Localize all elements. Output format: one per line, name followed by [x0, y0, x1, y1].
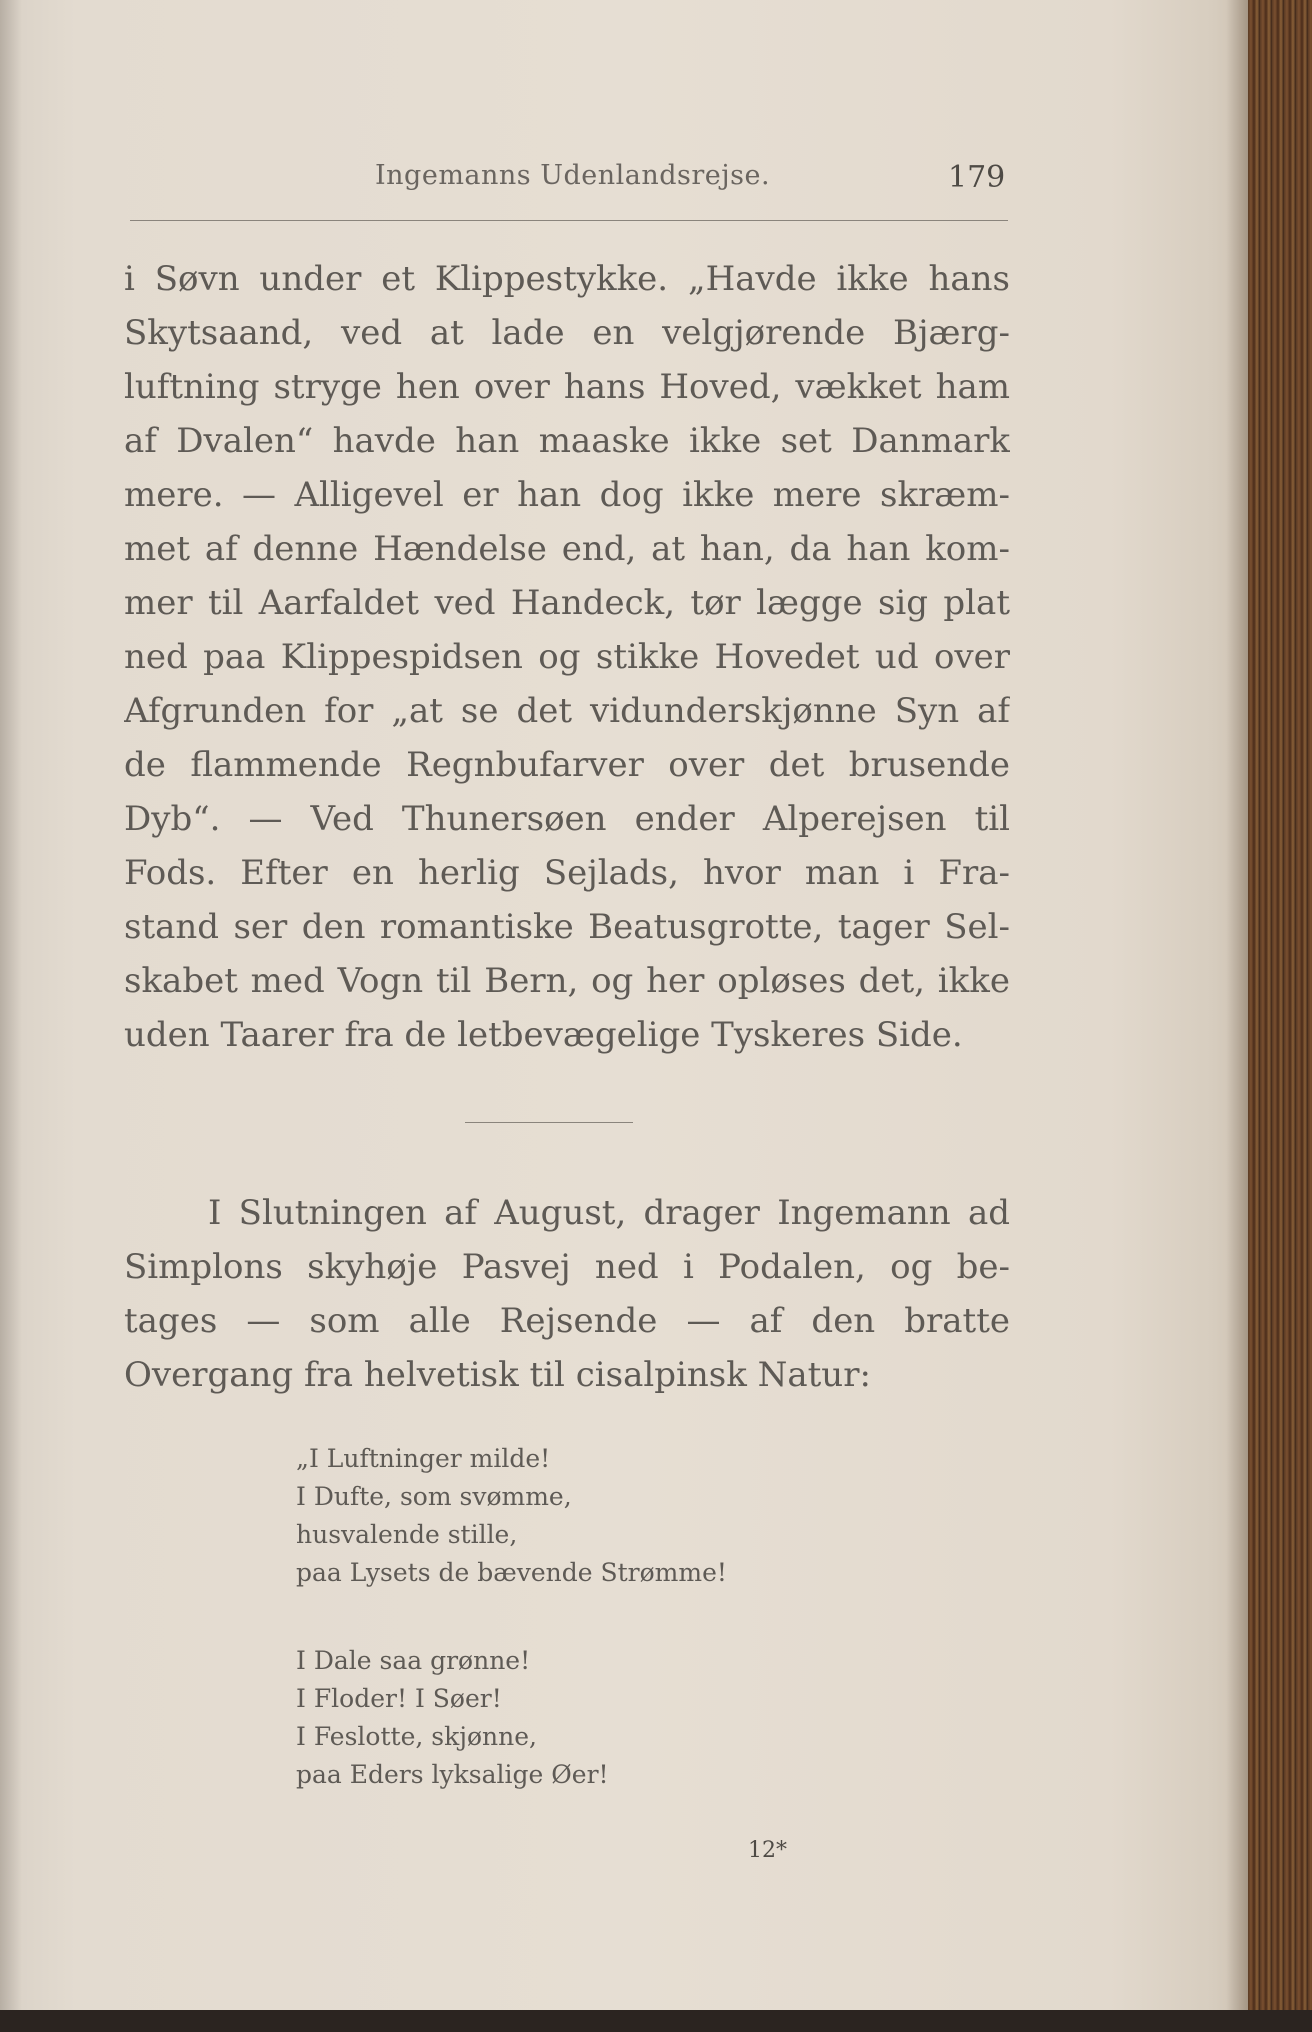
text-line: I Slutningen af August, drager Ingemann ad — [208, 1193, 1010, 1233]
poem-line: I Dufte, som svømme, — [296, 1482, 572, 1511]
text-line: luftning stryge hen over hans Hoved, vækket ham — [124, 367, 1010, 407]
text-line: ned paa Klippespidsen og stikke Hovedet ud over — [124, 637, 1010, 677]
paragraph-2 — [124, 1186, 1010, 1402]
text-line: tages — som alle Rejsende — af den bratte — [124, 1301, 1010, 1341]
text-line: Fods. Efter en herlig Sejlads, hvor man i Fra- — [124, 853, 1010, 893]
text-line: skabet med Vogn til Bern, og her opløses det, ikke — [124, 961, 1010, 1001]
text-line: mere. — Alligevel er han dog ikke mere skræm- — [124, 475, 1010, 515]
text-line: Overgang fra helvetisk til cisalpinsk Natur: — [124, 1355, 871, 1395]
paragraph-1 — [124, 252, 1010, 1062]
text-line: Simplons skyhøje Pasvej ned i Podalen, og be- — [124, 1247, 1010, 1287]
poem-line: I Dale saa grønne! — [296, 1646, 531, 1675]
text-line: Dyb“. — Ved Thunersøen ender Alperejsen til — [124, 799, 1010, 839]
poem-line: paa Eders lyksalige Øer! — [296, 1760, 609, 1789]
left-page-shadow — [0, 0, 22, 2010]
running-header — [130, 150, 1010, 210]
text-line: mer til Aarfaldet ved Handeck, tør lægge sig plat — [124, 583, 1010, 623]
text-line: Skytsaand, ved at lade en velgjørende Bjærg- — [124, 313, 1010, 353]
page-number: 179 — [948, 160, 1006, 195]
poem-line: I Feslotte, skjønne, — [296, 1722, 537, 1751]
text-line: stand ser den romantiske Beatusgrotte, tager Sel- — [124, 907, 1010, 947]
signature-mark: 12* — [748, 1838, 787, 1863]
text-line: met af denne Hændelse end, at han, da han kom- — [124, 529, 1010, 569]
section-divider — [465, 1122, 633, 1123]
bottom-scan-edge — [0, 2010, 1312, 2032]
text-line: Afgrunden for „at se det vidunderskjønne Syn af — [124, 691, 1010, 731]
book-page-edges — [1248, 0, 1312, 2032]
text-line: uden Taarer fra de letbevægelige Tyskeres Side. — [124, 1015, 963, 1055]
poem-line: „I Luftninger milde! — [296, 1444, 551, 1473]
running-title: Ingemanns Udenlandsrejse. — [375, 160, 771, 191]
poem-line: husvalende stille, — [296, 1520, 518, 1549]
poem-stanza-1 — [296, 1440, 727, 1592]
text-line: i Søvn under et Klippestykke. „Havde ikke hans — [124, 259, 1010, 299]
poem-line: I Floder! I Søer! — [296, 1684, 502, 1713]
poem-stanza-2 — [296, 1642, 609, 1794]
header-rule — [130, 220, 1008, 221]
text-line: af Dvalen“ havde han maaske ikke set Danmark — [124, 421, 1010, 461]
poem-line: paa Lysets de bævende Strømme! — [296, 1558, 727, 1587]
text-line: de flammende Regnbufarver over det brusende — [124, 745, 1010, 785]
